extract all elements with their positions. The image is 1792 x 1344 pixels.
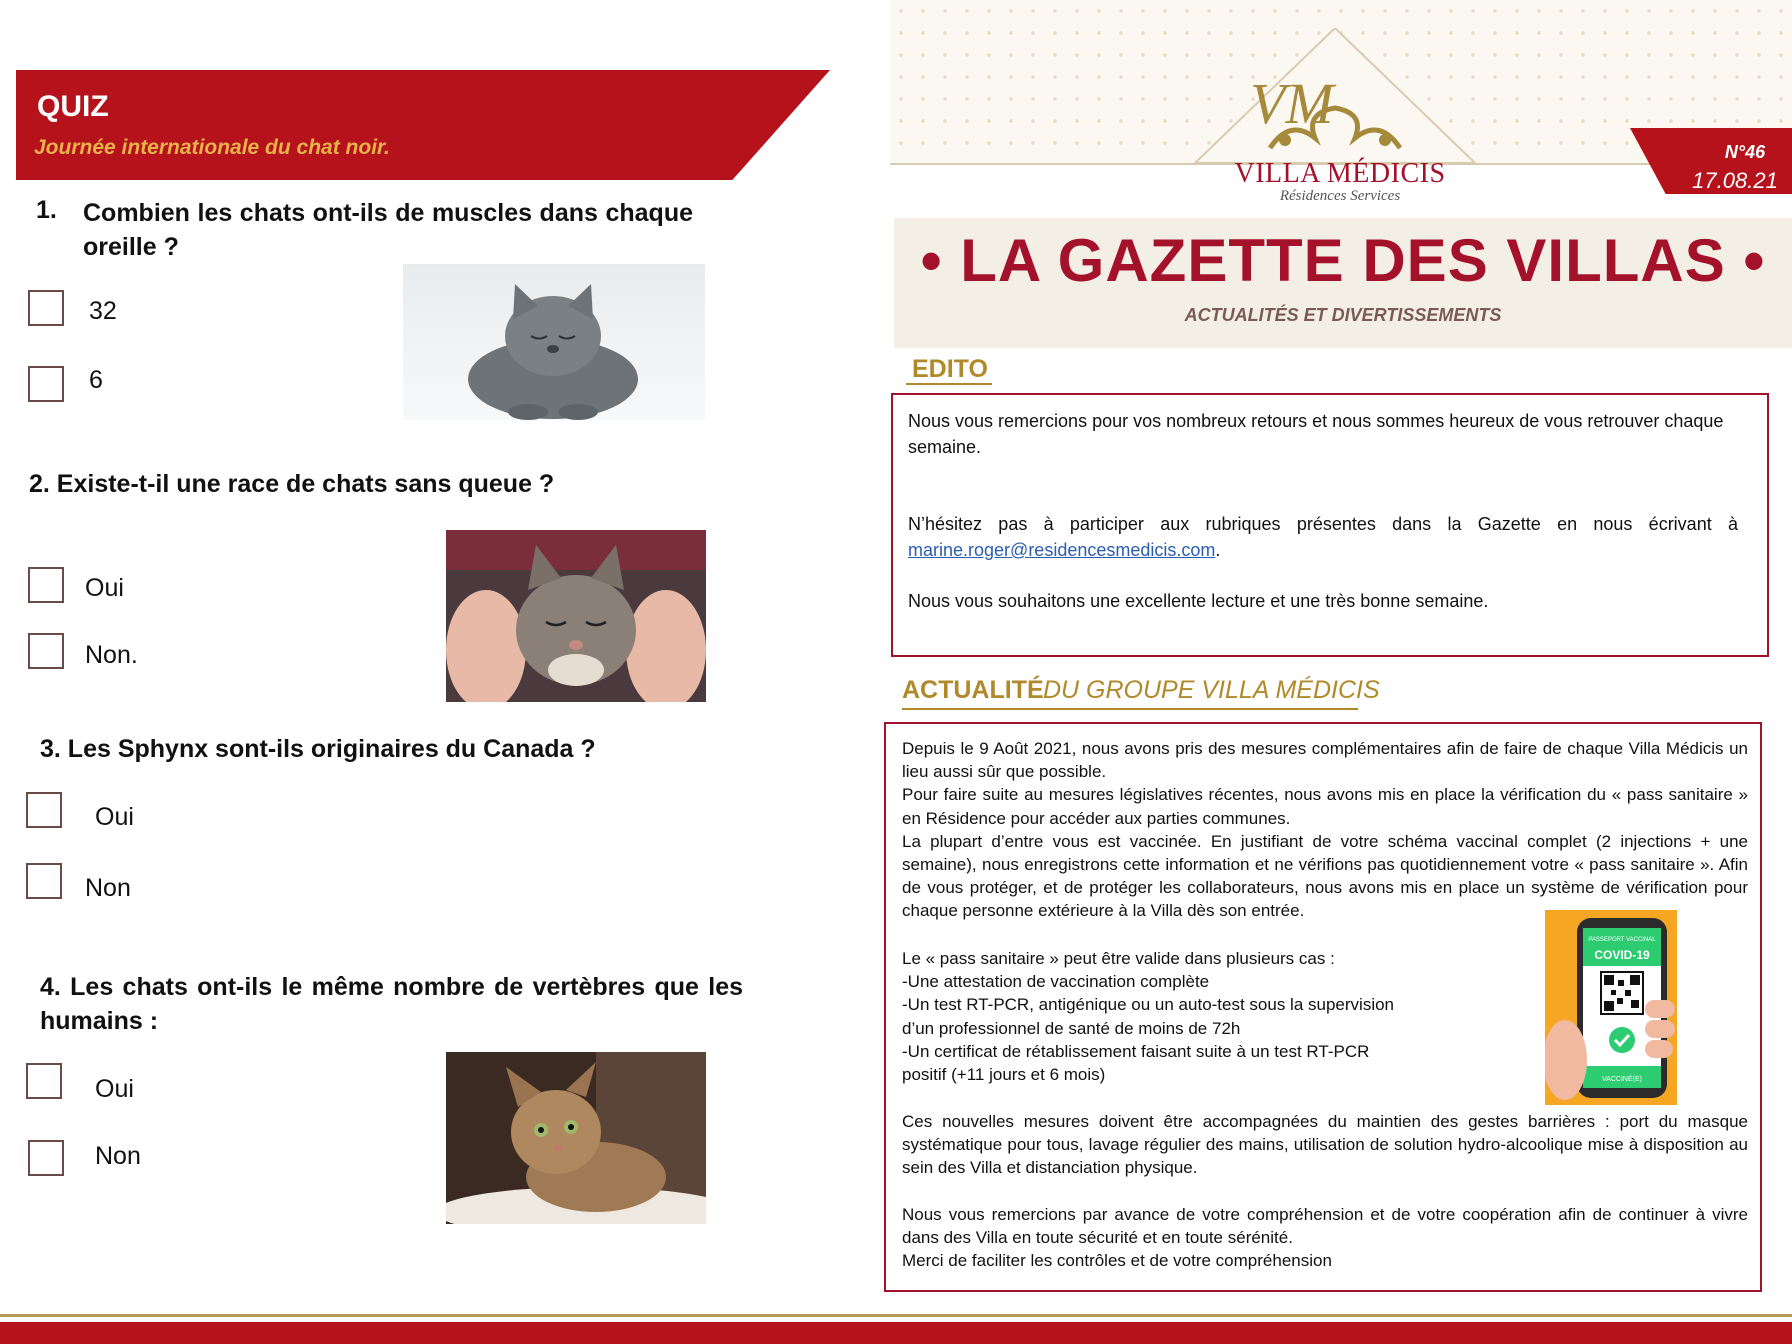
list-item: -Un test RT-PCR, antigénique ou un auto-test sous la supervision d’un professionnel de santé de moins de 72h (902, 995, 1395, 1038)
logo-roof-icon (1185, 28, 1485, 178)
question-3-checkbox-a[interactable] (26, 792, 62, 828)
question-1-option-a: 32 (89, 297, 117, 325)
edito-paragraph-1: Nous vous remercions pour vos nombreux retours et nous sommes heureux de vous retrouver chaque semaine. (908, 411, 1724, 457)
question-4-checkbox-b[interactable] (28, 1140, 64, 1176)
tabby-cat-lying-photo (446, 1052, 706, 1224)
actualite-heading-suffix: DU GROUPE VILLA MÉDICIS (1043, 676, 1380, 704)
question-3-option-a: Oui (95, 803, 134, 831)
edito-paragraph-2-text: N’hésitez pas à participer aux rubriques présentes dans la Gazette en nous écrivant à (908, 514, 1738, 534)
question-2-text: 2. Existe-t-il une race de chats sans queue ? (29, 470, 555, 498)
actualite-block-2 (902, 1110, 1748, 1272)
list-item: -Une attestation de vaccination complète (902, 972, 1210, 992)
question-2-option-a: Oui (85, 574, 124, 602)
issue-number: N°46 (1724, 142, 1766, 162)
actualite-block-1 (902, 737, 1748, 923)
actualite-paragraph-2: Pour faire suite au mesures législatives récentes, nous avons mis en place la vérification du « pass sanitaire » en Résidence pour accéder aux parties communes. (902, 785, 1748, 828)
question-1-checkbox-b[interactable] (28, 366, 64, 402)
question-3-text: 3. Les Sphynx sont-ils originaires du Canada ? (40, 735, 596, 763)
quiz-title: QUIZ (37, 90, 109, 123)
gazette-title: • LA GAZETTE DES VILLAS • (920, 227, 1766, 294)
edito-email-link[interactable]: marine.roger@residencesmedicis.com (908, 540, 1216, 560)
question-2-option-b: Non. (85, 641, 138, 669)
question-1-number: 1. (36, 196, 57, 224)
logo-subtitle: Résidences Services (1279, 188, 1401, 204)
question-3-option-b: Non (85, 874, 131, 902)
question-4-option-b: Non (95, 1142, 141, 1170)
logo-monogram: VM (1250, 71, 1334, 136)
quiz-subtitle: Journée internationale du chat noir. (34, 136, 390, 159)
actualite-paragraph-6: Merci de faciliter les contrôles et de votre compréhension (902, 1251, 1332, 1271)
phone-covid-badge: COVID-19 (1594, 948, 1650, 962)
actualite-list-intro: Le « pass sanitaire » peut être valide dans plusieurs cas : (902, 949, 1335, 968)
actualite-paragraph-3: La plupart d’entre vous est vaccinée. En justifiant de votre schéma vaccinal complet (2 injections + une semaine), nous enregistrons cette information et ne vérifions pas quotidiennement votre « pass sanitaire ». Afin de vous protéger, et de protéger les collaborateurs, nous avons mis en place un système de vérification pour chaque personne extérieure à la Villa dès son entrée. (902, 831, 1748, 921)
quiz-banner (16, 70, 830, 180)
question-4-option-a: Oui (95, 1075, 134, 1103)
question-2-checkbox-a[interactable] (28, 567, 64, 603)
grey-cat-photo (403, 264, 705, 420)
actualite-underline (902, 708, 1358, 710)
edito-paragraph-2-end: . (1215, 540, 1221, 560)
edito-paragraph-2 (908, 511, 1738, 563)
issue-date: 17.08.21 (1692, 168, 1778, 193)
question-1-text: Combien les chats ont-ils de muscles dans chaque oreille ? (83, 199, 693, 261)
question-4-checkbox-a[interactable] (26, 1063, 62, 1099)
question-1-checkbox-a[interactable] (28, 290, 64, 326)
question-1-option-b: 6 (89, 366, 103, 394)
actualite-pass-list (902, 947, 1402, 1086)
question-4-text: 4. Les chats ont-ils le même nombre de vertèbres que les humains : (40, 973, 743, 1035)
question-2-checkbox-b[interactable] (28, 633, 64, 669)
question-3-checkbox-b[interactable] (26, 863, 62, 899)
actualite-heading: ACTUALITÉ (902, 676, 1044, 704)
edito-underline (906, 383, 992, 385)
footer-gold-rule (0, 1314, 1792, 1317)
gazette-subtitle: ACTUALITÉS ET DIVERTISSEMENTS (1184, 305, 1502, 325)
phone-bottom-label: VACCINÉ(E) (1602, 1076, 1642, 1083)
list-item: -Un certificat de rétablissement faisant suite à un test RT-PCR positif (+11 jours et 6 mois) (902, 1041, 1370, 1085)
actualite-paragraph-4: Ces nouvelles mesures doivent être accompagnées du maintien des gestes barrières : port du masque systématique pour tous, lavage régulier des mains, utilisation de solution hydro-alcoolique mise à disposition au sein des Villa et distanciation physique. (902, 1112, 1748, 1178)
footer-red-band (0, 1322, 1792, 1344)
actualite-paragraph-1: Depuis le 9 Août 2021, nous avons pris des mesures complémentaires afin de faire de chaque Villa Médicis un lieu aussi sûr que possible. (902, 739, 1748, 782)
tabby-cat-hands-photo (446, 530, 706, 702)
logo-name: VILLA MÉDICIS (1234, 158, 1446, 189)
pass-sanitaire-phone-icon (1545, 910, 1677, 1105)
phone-top-label: PASSEPORT VACCINAL (1588, 937, 1656, 943)
edito-heading: EDITO (912, 355, 988, 383)
actualite-paragraph-5: Nous vous remercions par avance de votre compréhension et de votre coopération afin de continuer à vivre dans des Villa en toute sécurité et en toute sérénité. (902, 1204, 1748, 1247)
edito-paragraph-3: Nous vous souhaitons une excellente lecture et une très bonne semaine. (908, 591, 1489, 611)
